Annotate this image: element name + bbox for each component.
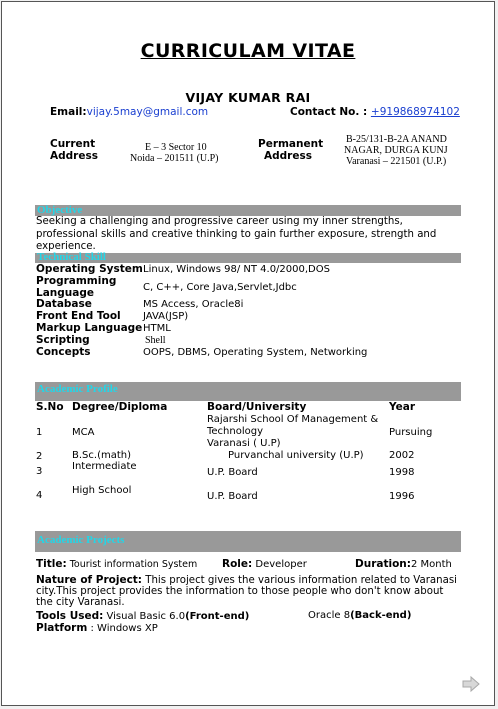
project-duration-line: [355, 558, 452, 570]
academic-heading: Academic Profile: [37, 383, 118, 395]
row1-sno: 1: [36, 427, 43, 438]
row3-degree: Intermediate: [72, 461, 137, 472]
project-nature: [36, 575, 461, 608]
database-value: MS Access, Oracle8i: [143, 299, 244, 310]
scripting-label: Scripting: [36, 334, 90, 346]
project-nature-label: Nature of Project:: [36, 574, 143, 586]
objective-text: Seeking a challenging and progressive career using my inner strengths, professional skills and creative thinking to gain further exposure, strength and experience.: [36, 216, 437, 252]
row1-degree: MCA: [72, 427, 95, 438]
concepts-value: OOPS, DBMS, Operating System, Networking: [143, 347, 368, 358]
projects-heading: Academic Projects: [37, 534, 125, 546]
current-address-line-2: Noida – 201511 (U.P): [130, 153, 219, 164]
row4-degree: High School: [72, 485, 132, 496]
email-label: Email:: [50, 106, 87, 118]
project-platform-line: [36, 622, 158, 634]
permanent-address-line-3: Varanasi – 221501 (U.P.): [346, 156, 447, 167]
project-platform-label: Platform: [36, 622, 88, 634]
technical-heading: Technical Skill: [37, 251, 106, 263]
project-tools-backend-tag: (Back-end): [350, 610, 412, 621]
permanent-address-label-2: Address: [264, 150, 312, 162]
markup-value: HTML: [143, 323, 171, 334]
row1-board-line-2: Technology: [207, 426, 264, 437]
project-tools-frontend-tag: (Front-end): [185, 611, 250, 622]
row1-board-line-1: Rajarshi School Of Management &: [207, 414, 379, 425]
row2-year: 2002: [389, 450, 415, 461]
email-link[interactable]: vijay.5may@gmail.com: [86, 106, 209, 118]
os-value: Linux, Windows 98/ NT 4.0/2000,DOS: [143, 264, 330, 275]
project-role-label: Role:: [222, 558, 253, 570]
frontend-label: Front End Tool: [36, 310, 121, 322]
projects-heading-bar: [35, 531, 461, 552]
programming-label-2: Language: [36, 287, 94, 299]
contact-line: [290, 106, 460, 118]
current-address-line-1: E – 3 Sector 10: [145, 142, 207, 153]
next-arrow-icon[interactable]: [461, 675, 481, 693]
project-tools-backend: Oracle 8: [308, 610, 351, 621]
contact-label: Contact No. :: [290, 106, 371, 118]
col-degree-header: Degree/Diploma: [72, 401, 168, 413]
project-tools-label: Tools Used:: [36, 610, 104, 622]
project-nature-text: This project gives the various information related to Varanasi city.This project provides the information to those people who don't know about the city Varanasi.: [36, 575, 457, 608]
row2-degree: B.Sc.(math): [72, 450, 131, 461]
row2-board: Purvanchal university (U.P): [228, 450, 364, 461]
programming-value: C, C++, Core Java,Servlet,Jdbc: [143, 282, 297, 293]
objective-heading-bar: [35, 205, 461, 216]
concepts-label: Concepts: [36, 346, 91, 358]
row3-sno: 3: [36, 466, 43, 477]
page-title: CURRICULAM VITAE: [140, 40, 356, 62]
current-address-label-1: Current: [50, 138, 96, 150]
project-title-line: [36, 558, 197, 570]
col-year-header: Year: [389, 401, 416, 413]
project-title-label: Title:: [36, 558, 67, 570]
frontend-value: JAVA(JSP): [143, 311, 189, 322]
academic-heading-bar: [35, 382, 461, 401]
row4-board: U.P. Board: [207, 491, 258, 502]
row4-sno: 4: [36, 490, 43, 501]
os-label: Operating System: [36, 263, 143, 275]
col-sno-header: S.No: [36, 401, 64, 413]
programming-label-1: Programming: [36, 275, 117, 287]
database-label: Database: [36, 298, 92, 310]
row3-board: U.P. Board: [207, 467, 258, 478]
email-line: [50, 106, 208, 118]
row1-board-line-3: Varanasi ( U.P): [207, 438, 281, 449]
row1-year: Pursuing: [389, 427, 433, 438]
scripting-value: Shell: [145, 335, 166, 346]
project-duration-label: Duration:: [355, 558, 411, 570]
col-board-header: Board/University: [207, 401, 307, 413]
project-role-value: Developer: [252, 559, 307, 570]
project-platform-value: : Windows XP: [87, 623, 158, 634]
project-duration-value: 2 Month: [410, 559, 452, 570]
project-title-value: Tourist information System: [66, 559, 198, 570]
objective-heading: Objective: [37, 204, 83, 216]
technical-heading-bar: [35, 253, 461, 263]
markup-label: Markup Language: [36, 322, 143, 334]
phone-link[interactable]: +919868974102: [370, 106, 460, 118]
project-tools-frontend: Visual Basic 6.0: [103, 611, 186, 622]
row2-sno: 2: [36, 451, 43, 462]
permanent-address-label-1: Permanent: [258, 138, 324, 150]
project-tools-backend-line: [308, 610, 411, 621]
row4-year: 1996: [389, 491, 415, 502]
row3-year: 1998: [389, 467, 415, 478]
permanent-address-line-2: NAGAR, DURGA KUNJ: [344, 145, 448, 156]
project-role-line: [222, 558, 307, 570]
current-address-label-2: Address: [50, 150, 98, 162]
permanent-address-line-1: B-25/131-B-2A ANAND: [346, 134, 447, 145]
candidate-name: VIJAY KUMAR RAI: [185, 90, 311, 105]
project-tools-line: [36, 610, 249, 622]
